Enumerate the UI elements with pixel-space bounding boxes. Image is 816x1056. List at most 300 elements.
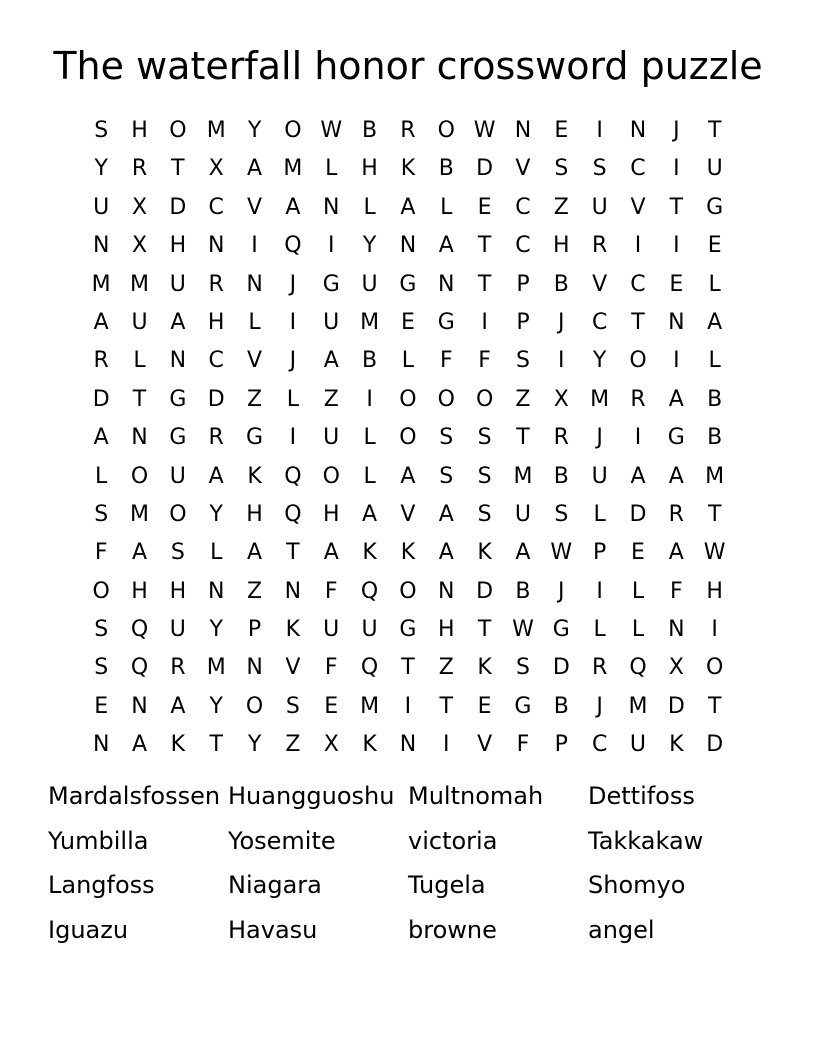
grid-letter: H [131, 578, 148, 604]
grid-letter: V [630, 194, 646, 220]
grid-letter: H [131, 118, 148, 143]
word-bank [48, 774, 788, 952]
grid-letter: G [169, 425, 187, 451]
grid-row [82, 534, 734, 572]
grid-letter: T [286, 540, 300, 566]
grid-letter: E [477, 194, 492, 220]
grid-letter: M [513, 463, 533, 489]
grid-letter: U [93, 194, 110, 220]
word-bank-item: Shomyo [588, 871, 686, 900]
grid-letter: A [131, 540, 148, 566]
grid-letter: G [399, 271, 417, 297]
grid-letter: A [285, 194, 301, 220]
grid-letter: A [93, 425, 109, 451]
grid-row [82, 649, 734, 687]
grid-letter: S [439, 425, 454, 451]
grid-letter: X [668, 655, 684, 681]
grid-letter: Y [209, 693, 223, 719]
grid-letter: M [360, 309, 380, 335]
grid-letter: I [673, 348, 680, 374]
word-bank-item: angel [588, 915, 655, 944]
grid-letter: E [324, 693, 339, 719]
grid-letter: N [323, 194, 340, 220]
grid-letter: G [399, 617, 417, 643]
grid-letter: N [399, 732, 417, 758]
grid-letter: A [707, 309, 723, 335]
grid-letter: K [247, 463, 262, 489]
grid-letter: I [404, 693, 412, 719]
grid-letter: P [593, 540, 607, 566]
grid-letter: T [477, 233, 492, 259]
grid-letter: N [629, 118, 647, 143]
grid-letter: N [668, 617, 685, 643]
grid-letter: U [706, 156, 723, 182]
grid-row [82, 342, 734, 380]
grid-letter: L [363, 425, 376, 451]
grid-letter: U [131, 309, 148, 335]
grid-letter: I [327, 233, 335, 259]
grid-letter: B [553, 463, 569, 489]
grid-letter: K [400, 156, 416, 182]
grid-letter: A [247, 540, 263, 566]
word-bank-item: Dettifoss [588, 782, 695, 810]
grid-letter: I [251, 233, 258, 259]
grid-letter: M [628, 693, 648, 719]
grid-letter: J [558, 309, 565, 335]
grid-letter: C [591, 732, 608, 758]
grid-letter: T [209, 732, 223, 758]
grid-letter: C [630, 271, 646, 297]
grid-letter: K [170, 732, 186, 758]
grid-letter: Y [209, 617, 223, 643]
grid-letter: D [629, 501, 647, 527]
grid-letter: A [515, 540, 531, 566]
grid-letter: U [323, 617, 340, 643]
grid-letter: S [439, 463, 454, 489]
grid-letter: B [362, 348, 378, 374]
word-bank-item: Langfoss [48, 871, 155, 900]
grid-letter: D [706, 732, 724, 758]
grid-letter: N [131, 693, 148, 719]
grid-letter: M [360, 693, 380, 719]
grid-letter: D [207, 386, 225, 412]
grid-letter: H [553, 233, 570, 259]
grid-letter: L [95, 463, 108, 489]
grid-letter: N [92, 732, 110, 758]
grid-letter: S [592, 156, 607, 182]
grid-letter: H [169, 578, 187, 604]
grid-letter: J [289, 271, 297, 297]
grid-letter: P [554, 732, 568, 758]
grid-letter: O [284, 118, 302, 143]
grid-letter: H [361, 156, 378, 182]
grid-letter: X [131, 194, 148, 220]
grid-letter: Q [360, 578, 379, 604]
grid-letter: T [516, 425, 530, 451]
grid-letter: U [514, 501, 531, 527]
grid-letter: Y [247, 118, 262, 143]
grid-letter: H [706, 578, 723, 604]
grid-letter: H [437, 617, 455, 643]
page-title: The waterfall honor crossword puzzle [53, 44, 763, 88]
grid-letter: I [366, 386, 373, 412]
grid-letter: U [591, 194, 608, 220]
grid-letter: L [363, 194, 376, 220]
grid-letter: L [286, 386, 300, 412]
grid-letter: B [553, 693, 569, 719]
grid-letter: N [668, 309, 685, 335]
grid-letter: P [516, 271, 530, 297]
grid-letter: X [131, 233, 148, 259]
grid-letter: Y [94, 156, 108, 182]
grid-letter: V [247, 194, 263, 220]
grid-letter: V [285, 655, 301, 681]
grid-letter: I [596, 578, 603, 604]
grid-letter: A [93, 309, 109, 335]
grid-letter: T [171, 156, 185, 182]
grid-letter: L [210, 540, 223, 566]
grid-row [82, 189, 734, 227]
grid-letter: L [593, 501, 606, 527]
grid-letter: M [283, 156, 303, 182]
grid-letter: A [208, 463, 224, 489]
grid-letter: Y [247, 732, 262, 758]
grid-letter: R [131, 156, 148, 182]
grid-letter: A [323, 348, 339, 374]
word-bank-item: Multnomah [408, 782, 544, 810]
grid-letter: I [673, 233, 680, 259]
grid-letter: M [206, 655, 226, 681]
grid-letter: N [169, 348, 187, 374]
grid-letter: L [708, 348, 721, 374]
grid-letter: Q [360, 655, 379, 681]
grid-letter: S [515, 655, 530, 681]
grid-letter: Z [323, 386, 339, 412]
grid-letter: I [634, 425, 642, 451]
grid-letter: O [169, 501, 187, 527]
grid-letter: K [477, 540, 492, 566]
word-bank-item: Iguazu [48, 915, 129, 944]
grid-letter: E [400, 309, 415, 335]
grid-letter: I [558, 348, 565, 374]
word-bank-item: Havasu [228, 915, 318, 944]
grid-letter: T [707, 693, 722, 719]
grid-letter: A [362, 501, 378, 527]
grid-letter: D [92, 386, 110, 412]
grid-letter: B [707, 425, 723, 451]
grid-letter: W [512, 617, 534, 643]
grid-letter: W [703, 540, 726, 566]
grid-letter: A [668, 386, 684, 412]
grid-letter: A [438, 540, 454, 566]
grid-letter: L [631, 578, 645, 604]
grid-row [82, 381, 734, 419]
grid-letter: I [443, 732, 450, 758]
grid-letter: T [669, 194, 684, 220]
grid-row [82, 726, 734, 764]
grid-letter: I [673, 156, 680, 182]
grid-letter: U [323, 425, 340, 451]
grid-letter: U [629, 732, 647, 758]
grid-letter: E [477, 693, 492, 719]
grid-letter: B [553, 271, 569, 297]
grid-row [82, 112, 734, 150]
grid-letter: Z [247, 578, 263, 604]
grid-letter: S [285, 693, 300, 719]
grid-row [82, 150, 734, 188]
grid-letter: O [322, 463, 340, 489]
grid-letter: R [208, 271, 224, 297]
grid-letter: E [554, 118, 569, 143]
grid-letter: R [591, 655, 608, 681]
grid-letter: I [596, 118, 603, 143]
grid-letter: V [477, 732, 493, 758]
grid-letter: M [91, 271, 111, 297]
grid-letter: Y [209, 501, 223, 527]
grid-letter: U [169, 463, 186, 489]
grid-letter: N [438, 271, 455, 297]
grid-letter: S [515, 348, 530, 374]
grid-letter: D [667, 693, 685, 719]
grid-letter: J [596, 693, 603, 719]
grid-letter: Q [284, 233, 302, 259]
grid-letter: D [552, 655, 570, 681]
grid-letter: R [208, 425, 224, 451]
grid-letter: P [516, 309, 530, 335]
grid-letter: D [169, 194, 187, 220]
grid-letter: N [284, 578, 302, 604]
grid-letter: Y [592, 348, 607, 374]
grid-letter: F [478, 348, 491, 374]
grid-letter: A [630, 463, 646, 489]
grid-letter: E [631, 540, 645, 566]
grid-letter: I [634, 233, 642, 259]
grid-letter: L [708, 271, 721, 297]
grid-letter: L [133, 348, 146, 374]
grid-letter: A [668, 463, 684, 489]
grid-letter: B [515, 578, 531, 604]
grid-letter: U [361, 271, 378, 297]
grid-letter: U [169, 271, 186, 297]
grid-letter: O [399, 386, 417, 412]
grid-letter: Z [285, 732, 301, 758]
grid-letter: C [515, 194, 531, 220]
grid-letter: A [668, 540, 684, 566]
grid-row [82, 496, 734, 534]
grid-letter: N [207, 233, 225, 259]
grid-letter: F [516, 732, 530, 758]
grid-letter: A [400, 463, 416, 489]
grid-letter: K [362, 540, 377, 566]
grid-row [82, 419, 734, 457]
grid-letter: O [399, 578, 417, 604]
grid-row [82, 458, 734, 496]
grid-letter: V [515, 156, 531, 182]
grid-letter: R [553, 425, 569, 451]
grid-letter: T [631, 309, 645, 335]
grid-letter: O [169, 118, 187, 143]
grid-letter: O [706, 655, 724, 681]
grid-letter: L [631, 617, 645, 643]
grid-letter: N [131, 425, 148, 451]
grid-letter: T [477, 617, 492, 643]
grid-letter: A [400, 194, 416, 220]
grid-letter: I [289, 309, 297, 335]
grid-letter: K [477, 655, 492, 681]
grid-letter: S [554, 156, 569, 182]
grid-letter: X [323, 732, 339, 758]
word-bank-item: Yumbilla [48, 826, 149, 855]
grid-letter: J [558, 578, 565, 604]
grid-letter: A [438, 501, 454, 527]
grid-letter: R [668, 501, 684, 527]
grid-letter: L [440, 194, 453, 220]
grid-letter: M [130, 271, 149, 297]
grid-letter: K [285, 617, 301, 643]
grid-letter: A [323, 540, 339, 566]
grid-letter: U [361, 617, 378, 643]
grid-letter: R [170, 655, 186, 681]
grid-letter: R [400, 118, 416, 143]
grid-letter: Q [130, 655, 149, 681]
grid-letter: A [438, 233, 454, 259]
grid-letter: T [401, 655, 415, 681]
grid-letter: Q [130, 617, 149, 643]
grid-letter: S [94, 655, 109, 681]
grid-letter: A [170, 693, 186, 719]
grid-letter: V [592, 271, 608, 297]
grid-letter: A [170, 309, 186, 335]
grid-letter: H [207, 309, 225, 335]
grid-letter: Q [284, 501, 302, 527]
grid-letter: N [514, 118, 532, 143]
grid-letter: W [320, 118, 343, 143]
grid-letter: S [477, 501, 492, 527]
grid-letter: G [169, 386, 187, 412]
grid-letter: C [208, 194, 224, 220]
word-search-grid [82, 112, 734, 765]
grid-letter: O [437, 118, 455, 143]
grid-letter: S [554, 501, 569, 527]
grid-letter: G [552, 617, 570, 643]
grid-letter: N [399, 233, 417, 259]
grid-letter: M [590, 386, 610, 412]
grid-letter: I [711, 617, 718, 643]
grid-letter: G [322, 271, 340, 297]
grid-letter: M [705, 463, 725, 489]
grid-letter: O [399, 425, 417, 451]
grid-letter: P [247, 617, 262, 643]
grid-letter: Q [284, 463, 302, 489]
word-bank-item: browne [408, 915, 497, 944]
grid-row [82, 611, 734, 649]
grid-letter: T [477, 271, 492, 297]
word-bank-item: victoria [408, 826, 498, 855]
grid-letter: E [94, 693, 109, 719]
grid-letter: E [707, 233, 722, 259]
grid-letter: F [324, 655, 338, 681]
grid-letter: R [591, 233, 608, 259]
grid-letter: U [169, 617, 186, 643]
grid-letter: G [514, 693, 532, 719]
grid-letter: K [669, 732, 684, 758]
grid-letter: U [591, 463, 608, 489]
grid-letter: L [248, 309, 261, 335]
grid-letter: T [707, 118, 722, 143]
grid-letter: G [667, 425, 685, 451]
grid-letter: W [550, 540, 573, 566]
grid-letter: I [481, 309, 488, 335]
grid-letter: N [246, 655, 263, 681]
grid-letter: D [476, 578, 494, 604]
grid-letter: M [130, 501, 149, 527]
grid-letter: Z [247, 386, 263, 412]
grid-letter: E [669, 271, 684, 297]
word-bank-item: Takkakaw [588, 826, 704, 855]
grid-letter: K [362, 732, 377, 758]
grid-letter: S [94, 617, 109, 643]
grid-letter: F [324, 578, 338, 604]
grid-letter: J [673, 118, 680, 143]
grid-letter: V [400, 501, 416, 527]
grid-row [82, 304, 734, 342]
grid-letter: T [132, 386, 147, 412]
grid-letter: O [475, 386, 494, 412]
grid-letter: G [437, 309, 455, 335]
grid-letter: Z [515, 386, 531, 412]
grid-letter: S [170, 540, 185, 566]
grid-letter: C [515, 233, 531, 259]
grid-letter: T [439, 693, 453, 719]
grid-letter: H [169, 233, 187, 259]
word-bank-item: Tugela [408, 871, 486, 900]
grid-letter: L [363, 463, 376, 489]
grid-letter: S [94, 501, 109, 527]
word-bank-item: Huangguoshu [228, 782, 395, 810]
grid-letter: O [629, 348, 647, 374]
grid-letter: D [476, 156, 494, 182]
word-bank-item: Mardalsfossen [48, 782, 221, 810]
grid-letter: Z [438, 655, 454, 681]
grid-row [82, 227, 734, 265]
grid-letter: F [439, 348, 453, 374]
grid-letter: I [289, 425, 297, 451]
grid-row [82, 573, 734, 611]
grid-letter: T [707, 501, 722, 527]
grid-letter: M [206, 118, 226, 143]
grid-letter: B [707, 386, 723, 412]
grid-letter: V [247, 348, 263, 374]
grid-letter: X [553, 386, 569, 412]
word-bank-item: Yosemite [228, 826, 336, 855]
grid-letter: X [208, 156, 224, 182]
grid-letter: R [630, 386, 646, 412]
grid-letter: R [93, 348, 109, 374]
grid-letter: B [438, 156, 454, 182]
grid-letter: S [94, 118, 109, 143]
grid-letter: N [438, 578, 455, 604]
grid-letter: G [246, 425, 264, 451]
grid-letter: C [208, 348, 224, 374]
grid-letter: S [477, 463, 492, 489]
grid-letter: O [130, 463, 149, 489]
grid-letter: H [246, 501, 263, 527]
grid-letter: B [362, 118, 378, 143]
grid-letter: K [400, 540, 416, 566]
grid-letter: O [245, 693, 264, 719]
grid-letter: C [630, 156, 646, 182]
grid-letter: G [706, 194, 724, 220]
